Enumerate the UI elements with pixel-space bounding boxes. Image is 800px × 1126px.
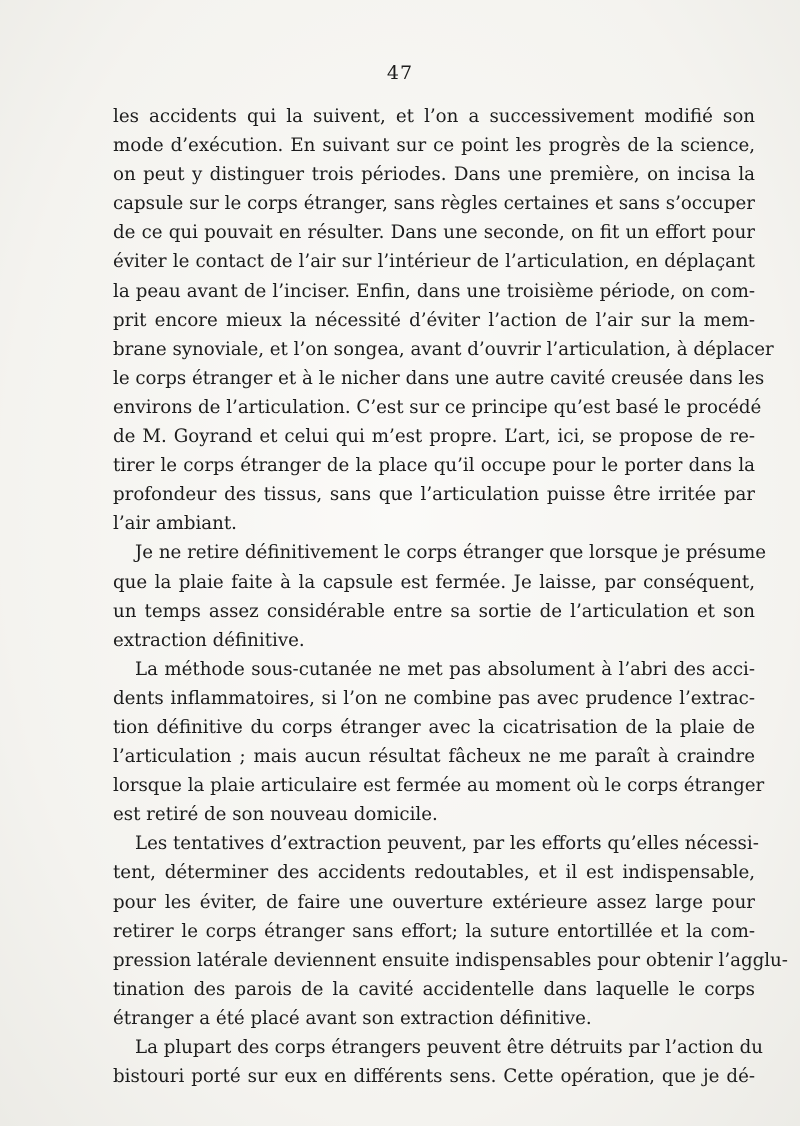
- text-line: Les tentatives d’extraction peuvent, par les efforts qu’elles nécessi-: [135, 833, 759, 855]
- text-line: l’articulation ; mais aucun résultat fâcheux ne me paraît à craindre: [113, 746, 755, 768]
- text-line: lorsque la plaie articulaire est fermée au moment où le corps étranger: [113, 775, 765, 797]
- text-line: le corps étranger et à le nicher dans une autre cavité creusée dans les: [113, 367, 765, 389]
- text-line: capsule sur le corps étranger, sans règles certaines et sans s’occuper: [113, 193, 755, 215]
- text-line: profondeur des tissus, sans que l’articulation puisse être irritée par: [113, 484, 755, 506]
- text-line: environs de l’articulation. C’est sur ce principe qu’est basé le procédé: [113, 396, 762, 418]
- paragraph: [113, 1033, 763, 1091]
- text-line: de ce qui pouvait en résulter. Dans une seconde, on fit un effort pour: [113, 222, 755, 244]
- text-line: la peau avant de l’inciser. Enfin, dans une troisième période, on com-: [113, 280, 755, 302]
- text-line: tion définitive du corps étranger avec la cicatrisation de la plaie de: [113, 716, 755, 738]
- text-line: mode d’exécution. En suivant sur ce point les progrès de la science,: [113, 135, 755, 157]
- text-line: La plupart des corps étrangers peuvent être détruits par l’action du: [135, 1037, 763, 1058]
- text-line: Je ne retire définitivement le corps étranger que lorsque je présume: [135, 542, 767, 564]
- text-line: les accidents qui la suivent, et l’on a successivement modifié son: [113, 106, 755, 127]
- text-line: dents inflammatoires, si l’on ne combine pas avec prudence l’extrac-: [113, 687, 755, 709]
- text-line: extraction définitive.: [113, 629, 305, 651]
- text-line: La méthode sous-cutanée ne met pas absolument à l’abri des acci-: [135, 658, 755, 680]
- text-line: pression latérale deviennent ensuite indispensables pour obtenir l’agglu-: [113, 949, 788, 971]
- text-line: de M. Goyrand et celui qui m’est propre. L’art, ici, se propose de re-: [113, 426, 755, 448]
- text-line: brane synoviale, et l’on songea, avant d’ouvrir l’articulation, à déplacer: [113, 338, 774, 360]
- text-line: l’air ambiant.: [113, 513, 237, 535]
- body-text: [113, 102, 788, 1091]
- text-line: prit encore mieux la nécessité d’éviter l’action de l’air sur la mem-: [113, 309, 755, 331]
- paragraph: [113, 829, 788, 1033]
- text-line: tirer le corps étranger de la place qu’il occupe pour le porter dans la: [113, 455, 755, 477]
- text-line: on peut y distinguer trois périodes. Dans une première, on incisa la: [113, 164, 755, 186]
- paragraph: [113, 655, 765, 830]
- text-line: est retiré de son nouveau domicile.: [113, 804, 438, 826]
- text-line: étranger a été placé avant son extraction définitive.: [113, 1007, 592, 1029]
- text-line: tination des parois de la cavité accidentelle dans laquelle le corps: [113, 978, 755, 1000]
- text-line: éviter le contact de l’air sur l’intérieur de l’articulation, en déplaçant: [113, 251, 755, 273]
- text-line: que la plaie faite à la capsule est fermée. Je laisse, par conséquent,: [113, 571, 755, 593]
- paragraph: [113, 538, 767, 654]
- text-line: pour les éviter, de faire une ouverture extérieure assez large pour: [113, 891, 755, 913]
- text-line: retirer le corps étranger sans effort; la suture entortillée et la com-: [113, 920, 755, 942]
- text-line: un temps assez considérable entre sa sortie de l’articulation et son: [113, 600, 755, 622]
- text-line: bistouri porté sur eux en différents sens. Cette opération, que je dé-: [113, 1066, 755, 1088]
- paragraph: [113, 102, 774, 538]
- page-number: 47: [386, 62, 414, 84]
- text-line: tent, déterminer des accidents redoutables, et il est indispensable,: [113, 862, 755, 884]
